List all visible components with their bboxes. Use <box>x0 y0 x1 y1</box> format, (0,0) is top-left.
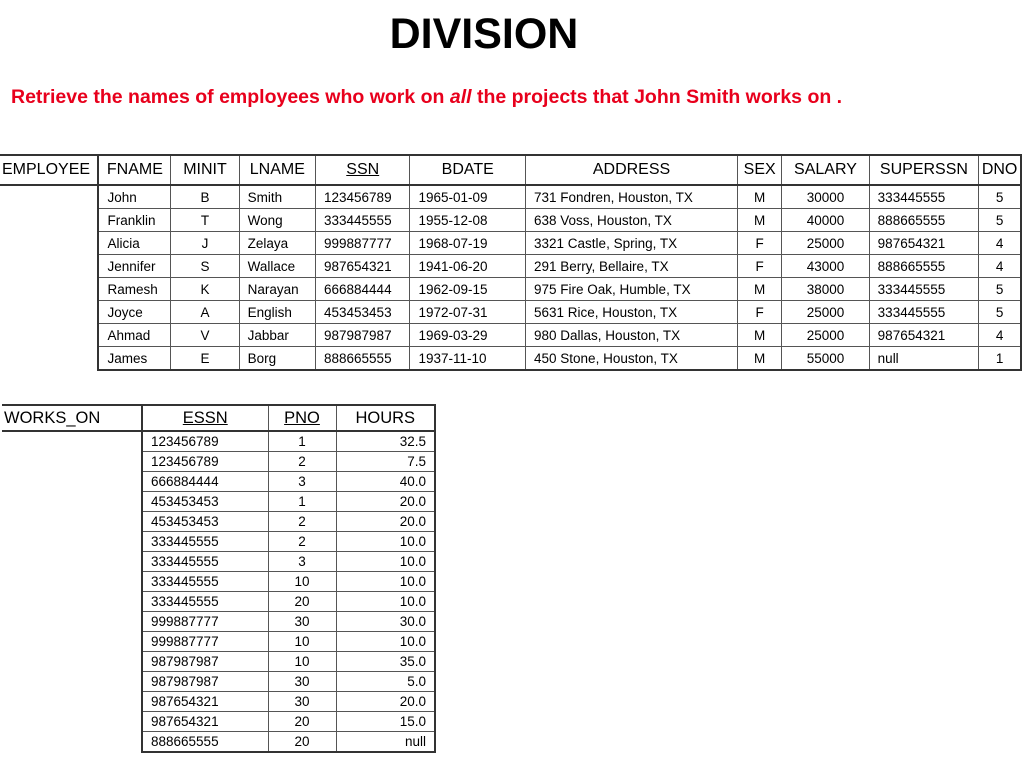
table-cell: 123456789 <box>142 431 268 452</box>
table-cell: 55000 <box>782 347 869 371</box>
table-cell: Jennifer <box>98 255 170 278</box>
row-spacer <box>0 232 98 255</box>
table-cell: 10 <box>268 632 336 652</box>
employee-col-header: SUPERSSN <box>869 155 979 185</box>
works-on-col-header-key: PNO <box>268 405 336 431</box>
table-cell: Ramesh <box>98 278 170 301</box>
table-cell: 20.0 <box>336 492 435 512</box>
works-on-row <box>2 512 435 532</box>
works-on-row <box>2 431 435 452</box>
works-on-row <box>2 472 435 492</box>
works-on-relation-name: WORKS_ON <box>2 405 142 431</box>
row-spacer <box>2 492 142 512</box>
employee-header-row <box>0 155 1021 185</box>
table-cell: M <box>738 347 782 371</box>
table-cell: Borg <box>239 347 315 371</box>
works-on-row <box>2 552 435 572</box>
table-cell: 20 <box>268 592 336 612</box>
table-cell: 1955-12-08 <box>410 209 526 232</box>
employee-col-header: MINIT <box>171 155 239 185</box>
row-spacer <box>2 612 142 632</box>
table-cell: 1937-11-10 <box>410 347 526 371</box>
table-cell: 30000 <box>782 185 869 209</box>
table-cell: 1965-01-09 <box>410 185 526 209</box>
table-cell: 7.5 <box>336 452 435 472</box>
employee-row <box>0 185 1021 209</box>
works-on-row <box>2 452 435 472</box>
table-cell: 40.0 <box>336 472 435 492</box>
table-cell: null <box>336 732 435 753</box>
row-spacer <box>0 185 98 209</box>
table-cell: 25000 <box>782 301 869 324</box>
table-cell: 32.5 <box>336 431 435 452</box>
table-cell: A <box>171 301 239 324</box>
row-spacer <box>0 347 98 371</box>
employee-col-header: BDATE <box>410 155 526 185</box>
works-on-row <box>2 532 435 552</box>
employee-relation-name: EMPLOYEE <box>0 155 98 185</box>
table-cell: 731 Fondren, Houston, TX <box>526 185 738 209</box>
table-cell: 5 <box>979 185 1021 209</box>
employee-col-header: LNAME <box>239 155 315 185</box>
employee-col-header: SALARY <box>782 155 869 185</box>
table-cell: 1 <box>268 492 336 512</box>
row-spacer <box>2 672 142 692</box>
row-spacer <box>0 209 98 232</box>
table-cell: Smith <box>239 185 315 209</box>
table-cell: 999887777 <box>142 632 268 652</box>
table-cell: Alicia <box>98 232 170 255</box>
table-cell: 30 <box>268 692 336 712</box>
table-cell: Narayan <box>239 278 315 301</box>
table-cell: 987654321 <box>142 692 268 712</box>
table-cell: 123456789 <box>316 185 410 209</box>
row-spacer <box>0 324 98 347</box>
table-cell: 1972-07-31 <box>410 301 526 324</box>
table-cell: 25000 <box>782 324 869 347</box>
row-spacer <box>2 632 142 652</box>
table-cell: 10.0 <box>336 632 435 652</box>
works-on-row <box>2 692 435 712</box>
row-spacer <box>0 301 98 324</box>
table-cell: 5631 Rice, Houston, TX <box>526 301 738 324</box>
employee-col-header: FNAME <box>98 155 170 185</box>
table-cell: F <box>738 232 782 255</box>
table-cell: 1969-03-29 <box>410 324 526 347</box>
table-cell: 25000 <box>782 232 869 255</box>
works-on-col-header: HOURS <box>336 405 435 431</box>
works-on-table <box>2 404 436 753</box>
row-spacer <box>2 592 142 612</box>
works-on-row <box>2 492 435 512</box>
table-cell: 450 Stone, Houston, TX <box>526 347 738 371</box>
table-cell: 987654321 <box>142 712 268 732</box>
works-on-row <box>2 612 435 632</box>
works-on-row <box>2 712 435 732</box>
table-cell: 987987987 <box>142 672 268 692</box>
table-cell: 666884444 <box>142 472 268 492</box>
table-cell: 10.0 <box>336 532 435 552</box>
table-cell: 980 Dallas, Houston, TX <box>526 324 738 347</box>
table-cell: 333445555 <box>142 592 268 612</box>
works-on-row <box>2 652 435 672</box>
table-cell: 10.0 <box>336 552 435 572</box>
slide-title: DIVISION <box>389 10 579 58</box>
table-cell: 1968-07-19 <box>410 232 526 255</box>
table-cell: K <box>171 278 239 301</box>
table-cell: 888665555 <box>869 255 979 278</box>
table-cell: T <box>171 209 239 232</box>
works-on-row <box>2 572 435 592</box>
table-cell: 333445555 <box>142 572 268 592</box>
table-cell: 999887777 <box>142 612 268 632</box>
table-cell: 1 <box>979 347 1021 371</box>
employee-row <box>0 255 1021 278</box>
employee-row <box>0 278 1021 301</box>
employee-row <box>0 301 1021 324</box>
table-cell: J <box>171 232 239 255</box>
table-cell: Wallace <box>239 255 315 278</box>
row-spacer <box>2 652 142 672</box>
table-cell: 453453453 <box>142 512 268 532</box>
employee-col-header: SEX <box>738 155 782 185</box>
table-cell: 5 <box>979 301 1021 324</box>
table-cell: 20 <box>268 732 336 753</box>
table-cell: 10.0 <box>336 592 435 612</box>
table-cell: 987654321 <box>869 324 979 347</box>
table-cell: M <box>738 324 782 347</box>
table-cell: 987654321 <box>316 255 410 278</box>
table-cell: 20.0 <box>336 512 435 532</box>
table-cell: M <box>738 185 782 209</box>
works-on-row <box>2 732 435 753</box>
row-spacer <box>0 278 98 301</box>
table-cell: 3321 Castle, Spring, TX <box>526 232 738 255</box>
table-cell: B <box>171 185 239 209</box>
table-cell: Ahmad <box>98 324 170 347</box>
table-cell: 987654321 <box>869 232 979 255</box>
table-cell: F <box>738 301 782 324</box>
subtitle-emphasis: all <box>449 86 472 108</box>
subtitle-post: the projects that John Smith works on . <box>471 86 843 108</box>
table-cell: 888665555 <box>142 732 268 753</box>
employee-row <box>0 347 1021 371</box>
table-cell: 4 <box>979 232 1021 255</box>
table-cell: 3 <box>268 552 336 572</box>
table-cell: Jabbar <box>239 324 315 347</box>
table-cell: 30.0 <box>336 612 435 632</box>
table-cell: John <box>98 185 170 209</box>
table-cell: 987987987 <box>142 652 268 672</box>
employee-table <box>0 154 1022 371</box>
table-cell: M <box>738 209 782 232</box>
table-cell: James <box>98 347 170 371</box>
employee-row <box>0 232 1021 255</box>
table-cell: 10.0 <box>336 572 435 592</box>
table-cell: English <box>239 301 315 324</box>
table-cell: Zelaya <box>239 232 315 255</box>
table-cell: Wong <box>239 209 315 232</box>
row-spacer <box>2 732 142 753</box>
table-cell: 2 <box>268 532 336 552</box>
table-cell: 999887777 <box>316 232 410 255</box>
table-cell: 333445555 <box>142 552 268 572</box>
table-cell: 4 <box>979 255 1021 278</box>
employee-col-header: ADDRESS <box>526 155 738 185</box>
table-cell: 888665555 <box>869 209 979 232</box>
table-cell: 5 <box>979 209 1021 232</box>
table-cell: 975 Fire Oak, Humble, TX <box>526 278 738 301</box>
table-cell: 5.0 <box>336 672 435 692</box>
table-cell: 123456789 <box>142 452 268 472</box>
table-cell: 333445555 <box>869 301 979 324</box>
table-cell: S <box>171 255 239 278</box>
row-spacer <box>2 532 142 552</box>
employee-col-header-key: SSN <box>316 155 410 185</box>
table-cell: 43000 <box>782 255 869 278</box>
table-cell: 987987987 <box>316 324 410 347</box>
table-cell: 1962-09-15 <box>410 278 526 301</box>
table-cell: F <box>738 255 782 278</box>
table-cell: 888665555 <box>316 347 410 371</box>
table-cell: V <box>171 324 239 347</box>
table-cell: Franklin <box>98 209 170 232</box>
employee-row <box>0 209 1021 232</box>
works-on-header-row <box>2 405 435 431</box>
table-cell: 30 <box>268 672 336 692</box>
table-cell: 15.0 <box>336 712 435 732</box>
table-cell: 3 <box>268 472 336 492</box>
row-spacer <box>2 512 142 532</box>
table-cell: 638 Voss, Houston, TX <box>526 209 738 232</box>
table-cell: M <box>738 278 782 301</box>
row-spacer <box>2 552 142 572</box>
row-spacer <box>2 452 142 472</box>
table-cell: 10 <box>268 572 336 592</box>
table-cell: 333445555 <box>869 278 979 301</box>
table-cell: 5 <box>979 278 1021 301</box>
table-cell: 2 <box>268 452 336 472</box>
table-cell: 1941-06-20 <box>410 255 526 278</box>
subtitle-pre: Retrieve the names of employees who work on <box>11 86 450 108</box>
row-spacer <box>0 255 98 278</box>
table-cell: 10 <box>268 652 336 672</box>
table-cell: 333445555 <box>869 185 979 209</box>
table-cell: 291 Berry, Bellaire, TX <box>526 255 738 278</box>
table-cell: 38000 <box>782 278 869 301</box>
table-cell: 20 <box>268 712 336 732</box>
table-cell: 333445555 <box>316 209 410 232</box>
row-spacer <box>2 572 142 592</box>
table-cell: 453453453 <box>142 492 268 512</box>
table-cell: 4 <box>979 324 1021 347</box>
row-spacer <box>2 712 142 732</box>
table-cell: null <box>869 347 979 371</box>
row-spacer <box>2 472 142 492</box>
table-cell: 333445555 <box>142 532 268 552</box>
table-cell: 30 <box>268 612 336 632</box>
table-cell: Joyce <box>98 301 170 324</box>
employee-col-header: DNO <box>979 155 1021 185</box>
works-on-row <box>2 632 435 652</box>
works-on-col-header-key: ESSN <box>142 405 268 431</box>
works-on-row <box>2 672 435 692</box>
table-cell: 35.0 <box>336 652 435 672</box>
table-cell: 20.0 <box>336 692 435 712</box>
works-on-row <box>2 592 435 612</box>
table-cell: 666884444 <box>316 278 410 301</box>
row-spacer <box>2 692 142 712</box>
employee-row <box>0 324 1021 347</box>
table-cell: 1 <box>268 431 336 452</box>
table-cell: 453453453 <box>316 301 410 324</box>
table-cell: 2 <box>268 512 336 532</box>
row-spacer <box>2 431 142 452</box>
table-cell: 40000 <box>782 209 869 232</box>
slide-subtitle <box>11 85 842 109</box>
table-cell: E <box>171 347 239 371</box>
